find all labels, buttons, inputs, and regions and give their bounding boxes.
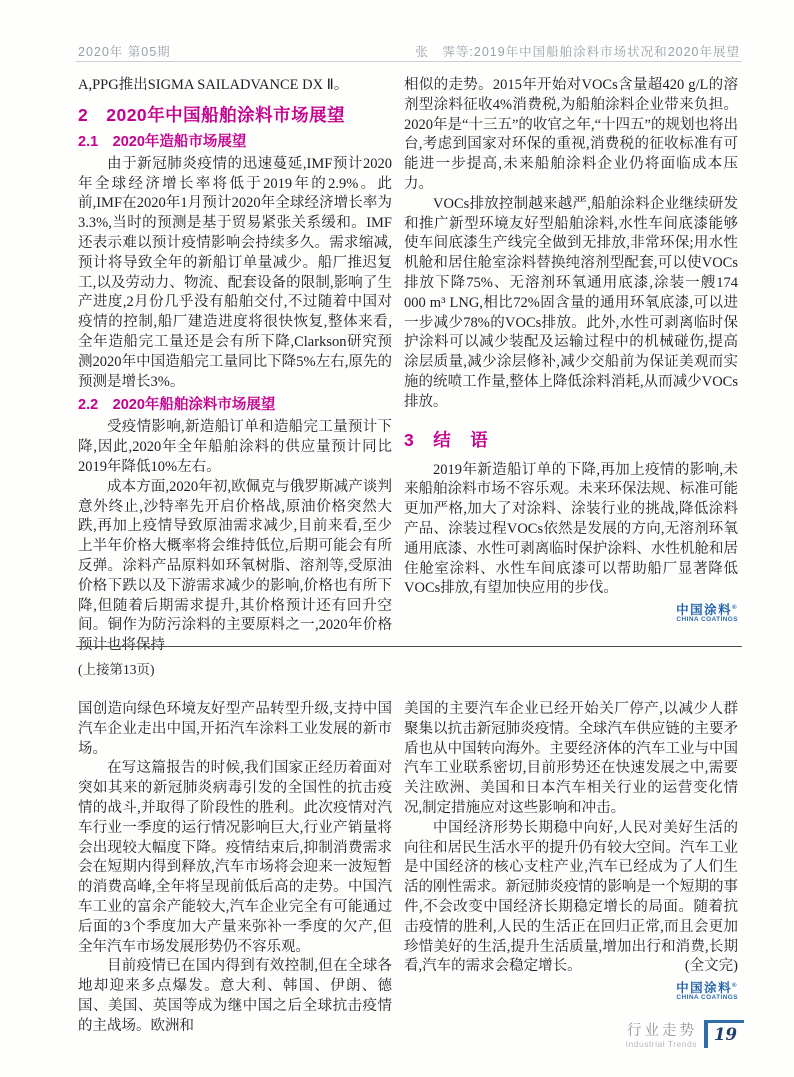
paragraph-continued: 美国的主要汽车企业已经开始关厂停产,以减少人群聚集以抗击新冠肺炎疫情。全球汽车供应链的主要矛盾也从中国转向海外。主要经济体的汽车工业与中国汽车工业联系密切,目前形势还在快速发展之中,需要关注欧洲、美国和日本汽车相关行业的运营变化情况,制定措施应对这些影响和冲击。	[404, 701, 738, 816]
paragraph: 成本方面,2020年初,欧佩克与俄罗斯减产谈判意外终止,沙特率先开启价格战,原油价格突然大跌,再加上疫情导致原油需求减少,目前来看,至少上半年价格大概率将会维持低位,后期可能会有所反弹。涂料产品原料如环氧树脂、溶剂等,受原油价格下跌以及下游需求减少的影响,价格也有所下降,但随着后期需求提升,其价格预计还有回升空间。铜作为防污涂料的主要原料之一,2020年价格预计也将保持	[78, 478, 392, 654]
footer-section-en: Industrial Trends	[625, 1039, 697, 1049]
article-divider	[76, 646, 742, 647]
china-coatings-logo	[404, 604, 738, 624]
paragraph-continued: A,PPG推出SIGMA SAILADVANCE DX Ⅱ。	[78, 77, 349, 93]
china-coatings-logo	[404, 982, 738, 1002]
article1-left-column	[78, 76, 392, 656]
paragraph: 中国经济形势长期稳中向好,人民对美好生活的向往和居民生活水平的提升仍有较大空间。汽车工业是中国经济的核心支柱产业,汽车已经成为了人们生活的刚性需求。新冠肺炎疫情的影响是一个短期的事件,不会改变中国经济长期稳定增长的局面。随着抗击疫情的胜利,人民的生活正在回归正常,而且会更加珍惜美好的生活,提升生活质量,增加出行和消费,长期看,汽车的需求会稳定增长。	[404, 819, 738, 975]
paragraph: 目前疫情已在国内得到有效控制,但在全球各地却迎来多点爆发。意大利、韩国、伊朗、德国、美国、英国等成为继中国之后全球抗击疫情的主战场。欧洲和	[78, 958, 392, 1034]
paragraph-continued: 相似的走势。2015年开始对VOCs含量超420 g/L的溶剂型涂料征收4%消费税,为船舶涂料企业带来负担。2020年是“十三五”的收官之年,“十四五”的规划也将出台,考虑到国家对环保的重视,消费税的征收标准有可能进一步提高,未来船舶涂料企业仍将面临成本压力。	[404, 77, 738, 192]
registered-mark: ®	[732, 983, 738, 989]
paragraph: VOCs排放控制越来越严,船舶涂料企业继续研发和推广新型环境友好型船舶涂料,水性车间底漆能够使车间底漆生产线完全做到无排放,非常环保;用水性机舱和居住舱室涂料替换纯溶剂型配套,可以使VOCs排放下降75%、无溶剂环氧通用底漆,涂装一艘174 000 m³ LNG,相比72%固含量的通用环氧底漆,可以进一步减少78%的VOCs排放。此外,水性可剥离临时保护涂料可以减少装配及运输过程中的机械碰伤,提高涂层质量,减少涂层修补,减少交船前为保证美观而实施的统喷工作量,整体上降低涂料消耗,从而减少VOCs排放。	[404, 195, 738, 410]
section-heading-3: 3 结 语	[404, 429, 489, 450]
end-of-text-mark: (全文完)	[684, 958, 738, 975]
article2-right-column	[404, 700, 738, 1002]
logo-en-text: CHINA COATINGS	[676, 616, 738, 624]
footer-section-labels	[626, 1023, 697, 1050]
section-heading-2-2: 2.2 2020年船舶涂料市场展望	[78, 397, 276, 414]
header-rule	[76, 61, 742, 62]
page-footer	[626, 1020, 744, 1050]
article1-right-column	[404, 76, 738, 624]
continuation-note: (上接第13页)	[78, 662, 155, 677]
paragraph-continued: 国创造向绿色环境友好型产品转型升级,支持中国汽车企业走出中国,开拓汽车涂料工业发展的新市场。	[78, 701, 392, 757]
running-title: 张 霁等:2019年中国船舶涂料市场状况和2020年展望	[415, 45, 740, 59]
logo-en-text: CHINA COATINGS	[676, 994, 738, 1002]
page-number: 19	[704, 1020, 744, 1048]
paragraph: 受疫情影响,新造船订单和造船完工量预计下降,因此,2020年全年船舶涂料的供应量预计同比2019年降低10%左右。	[78, 419, 392, 475]
logo-cn-label: 中国涂料	[676, 981, 733, 996]
article2-left-column	[78, 700, 392, 1037]
paragraph: 在写这篇报告的时候,我们国家正经历着面对突如其来的新冠肺炎病毒引发的全国性的抗击疫情的战斗,并取得了阶段性的胜利。此次疫情对汽车行业一季度的运行情况影响巨大,行业产销量将会出现较大幅度下降。疫情结束后,抑制消费需求会在短期内得到释放,汽车市场将会迎来一波短暂的消费高峰,全年将呈现前低后高的走势。中国汽车工业的富余产能较大,汽车企业完全有可能通过后面的3个季度加大产量来弥补一季度的欠产,但全年汽车市场发展形势仍不容乐观。	[78, 760, 392, 955]
registered-mark: ®	[732, 604, 738, 611]
paragraph: 由于新冠肺炎疫情的迅速蔓延,IMF预计2020年全球经济增长率将低于2019年的2.9%。此前,IMF在2020年1月预计2020年全球经济增长率为3.3%,当时的预测是基于贸易紧张关系缓和。IMF还表示难以预计疫情影响会持续多久。需求缩减,预计将导致全年的新船订单量减少。船厂推迟复工,以及劳动力、物流、配套设备的限制,影响了生产进度,2月份几乎没有船舶交付,不过随着中国对疫情的控制,船厂建造进度将很快恢复,整体来看,全年造船完工量还是会有所下降,Clarkson研究预测2020年中国造船完工量同比下降5%左右,原先的预测是增长3%。	[78, 155, 392, 390]
logo-cn-label: 中国涂料	[676, 603, 733, 618]
section-heading-2: 2 2020年中国船舶涂料市场展望	[78, 104, 346, 125]
footer-section-cn: 行业走势	[627, 1023, 697, 1039]
section-heading-2-1: 2.1 2020年造船市场展望	[78, 133, 247, 150]
paragraph: 2019年新造船订单的下降,再加上疫情的影响,未来船舶涂料市场不容乐观。未来环保法规、标准可能更加严格,加大了对涂料、涂装行业的挑战,降低涂料产品、涂装过程VOCs依然是发展的方向,无溶剂环氧通用底漆、水性可剥离临时保护涂料、水性机舱和居住舱室涂料、水性车间底漆可以帮助船厂显著降低VOCs排放,有望加快应用的步伐。	[404, 461, 738, 597]
issue-label: 2020年 第05期	[78, 45, 171, 59]
page-header	[78, 42, 740, 60]
